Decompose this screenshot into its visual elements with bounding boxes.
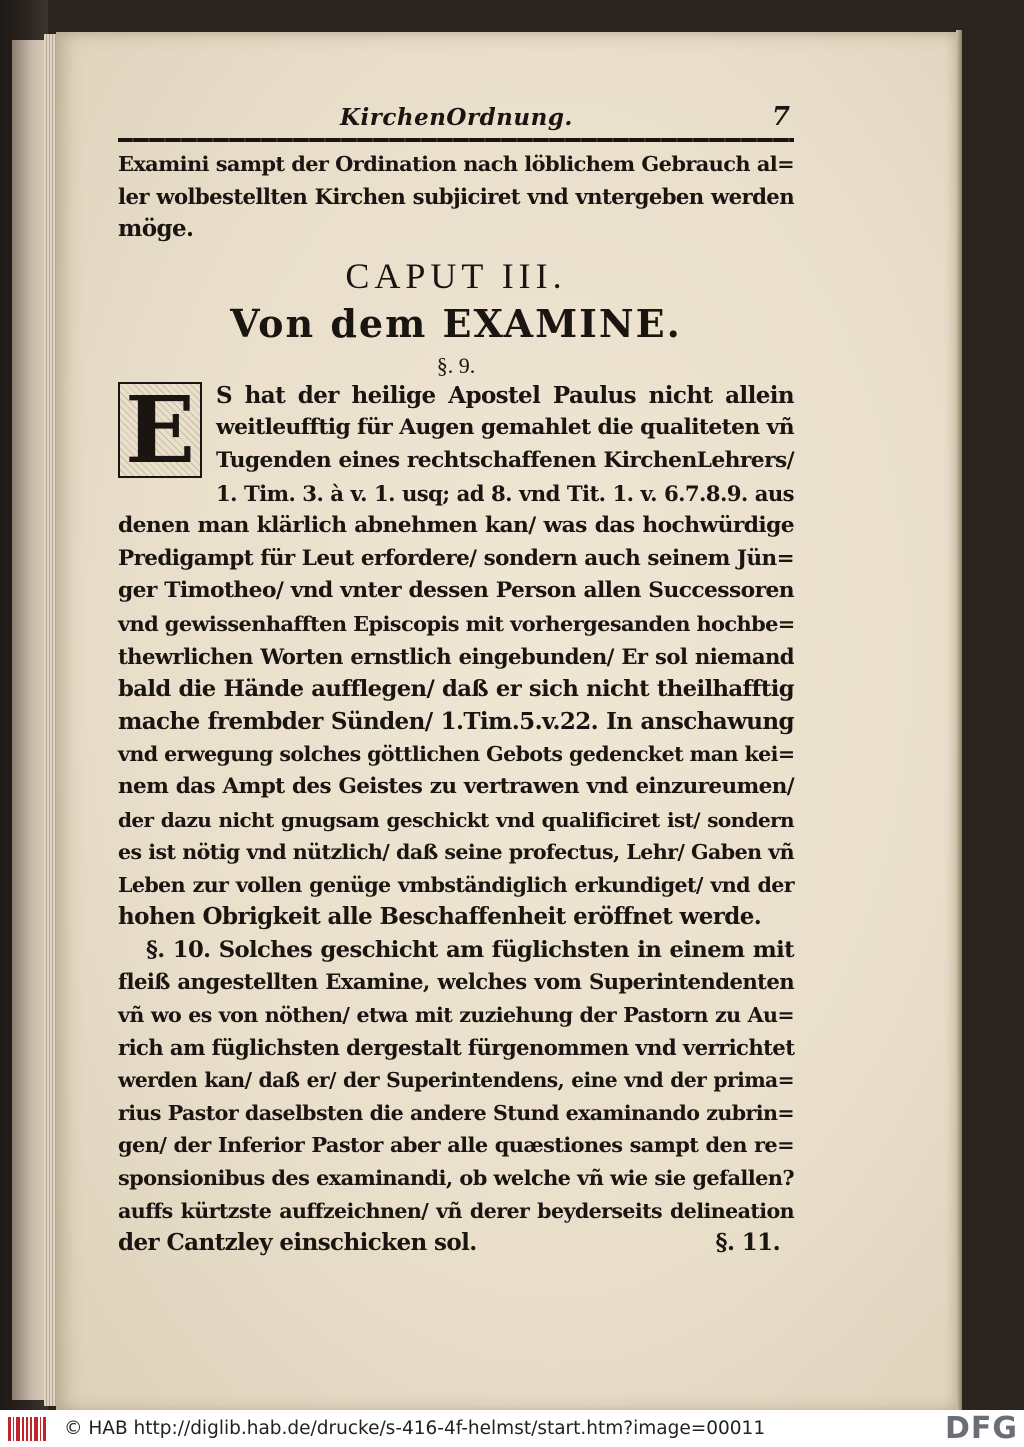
text-line: 1. Tim. 3. à v. 1. usq; ad 8. vnd Tit. 1. v. 6.7.8.9. aus — [216, 480, 794, 506]
text-line: auffs kürtzste auffzeichnen/ vñ derer beyderseits delineation — [118, 1198, 794, 1223]
text-line: rius Pastor daselbsten die andere Stund examinando zubrin= — [118, 1100, 794, 1125]
text-line: der dazu nicht gnugsam geschickt vnd qualificiret ist/ sondern — [118, 807, 794, 832]
text-line: Examini sampt der Ordination nach löblichem Gebrauch al= — [118, 151, 794, 176]
section-10-paragraph — [118, 934, 794, 1260]
footer-bar — [0, 1410, 1024, 1447]
page-number: 7 — [771, 102, 790, 132]
catchword: §. 11. — [715, 1229, 780, 1257]
text-line: nem das Ampt des Geistes zu vertrawen vnd einzureumen/ — [118, 773, 794, 799]
barcode-icon — [8, 1417, 46, 1441]
page-right-edge — [956, 30, 962, 1414]
chapter-title: CAPUT III. — [345, 255, 567, 296]
final-line — [118, 1227, 794, 1260]
page-text — [118, 100, 794, 1260]
text-line: rich am füglichsten dergestalt fürgenommen vnd verrichtet — [118, 1034, 795, 1060]
text-line: S hat der heilige Apostel Paulus nicht allein — [216, 381, 794, 409]
text-line: thewrlichen Worten ernstlich eingebunden/ Er sol niemand — [118, 643, 794, 669]
text-line: ler wolbestellten Kirchen subjiciret vnd vntergeben werden — [118, 183, 794, 209]
text-line: ger Timotheo/ vnd vnter dessen Person allen Successoren — [118, 578, 794, 604]
text-line: fleiß angestellten Examine, welches vom Superintendenten — [118, 969, 794, 995]
text-line: gen/ der Inferior Pastor aber alle quæstiones sampt den re= — [118, 1132, 794, 1158]
text-line: denen man klärlich abnehmen kan/ was das hochwürdige — [118, 513, 794, 539]
text-line: §. 10. Solches geschicht am füglichsten in einem mit — [146, 936, 794, 963]
footer-credit-link[interactable]: © HAB http://diglib.hab.de/drucke/s-416-4f-helmst/start.htm?image=00011 — [64, 1418, 766, 1439]
dfg-logo: DFG — [944, 1411, 1018, 1446]
text-line: bald die Hände aufflegen/ daß er sich nicht theilhafftig — [118, 676, 794, 703]
text-line: mache frembder Sünden/ 1.Tim.5.v.22. In anschawung — [118, 707, 794, 735]
text-line: es ist nötig vnd nützlich/ daß seine profectus, Lehr/ Gaben vñ — [118, 840, 794, 865]
text-line: Predigampt für Leut erfordere/ sondern auch seinem Jün= — [118, 545, 794, 571]
section-9-paragraph — [118, 375, 795, 934]
text-line: möge. — [118, 215, 194, 243]
head-rule — [118, 138, 794, 142]
text-line: vñ wo es von nöthen/ etwa mit zuziehung der Pastorn zu Au= — [118, 1003, 794, 1028]
text-line: Tugenden eines rechtschaffenen KirchenLehrers/ — [216, 447, 794, 473]
text-line: vnd erwegung solches göttlichen Gebots gedencket man kei= — [118, 742, 795, 767]
decorated-initial: E — [118, 382, 202, 478]
text-line: Leben zur vollen genüge vmbständiglich erkundiget/ vnd der — [118, 872, 794, 897]
text-line: werden kan/ daß er/ der Superintendens, eine vnd der prima= — [118, 1068, 794, 1093]
text-line: hohen Obrigkeit alle Beschaffenheit eröffnet werde. — [118, 903, 762, 931]
running-title: KirchenOrdnung. — [340, 104, 573, 131]
text-line: vnd gewissenhafften Episcopis mit vorhergesanden hochbe= — [118, 610, 795, 636]
text-line: weitleufftig für Augen gemahlet die qualiteten vñ — [216, 415, 794, 441]
running-head — [118, 100, 794, 136]
text-line: sponsionibus des examinandi, ob welche vñ wie sie gefallen? — [118, 1165, 794, 1191]
section-mark: §. 9. — [436, 352, 476, 378]
chapter-subtitle: Von dem EXAMINE. — [230, 300, 682, 346]
final-line-text: der Cantzley einschicken sol. — [118, 1229, 477, 1257]
